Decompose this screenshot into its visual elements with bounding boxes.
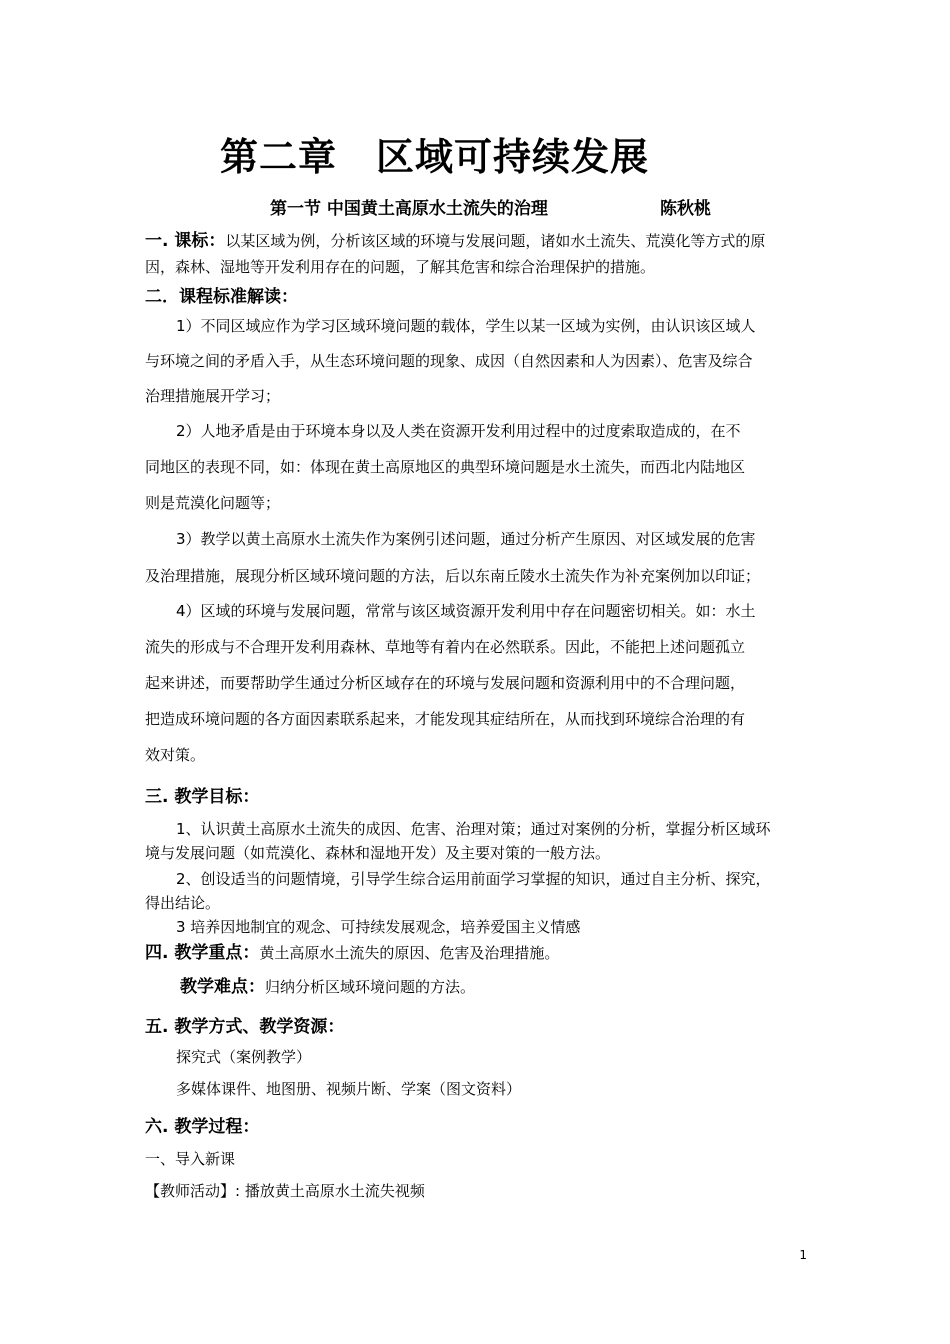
key-point-label: 四. 教学重点：	[145, 943, 260, 963]
section6-heading: 六. 教学过程：	[145, 1117, 260, 1137]
section3-heading: 三. 教学目标：	[145, 787, 260, 807]
interpretation-p2-line1: 2）人地矛盾是由于环境本身以及人类在资源开发利用过程中的过度索取造成的，在不	[176, 422, 741, 440]
curriculum-standard-label: 一. 课标：	[145, 231, 226, 251]
interpretation-p3-line1: 3）教学以黄土高原水土流失作为案例引述问题，通过分析产生原因、对区域发展的危害	[176, 530, 756, 548]
curriculum-standard-line2: 因，森林、湿地等开发利用存在的问题，了解其危害和综合治理保护的措施。	[145, 258, 656, 276]
chapter-title: 第二章 区域可持续发展	[220, 134, 650, 179]
goal2-line2: 得出结论。	[145, 894, 221, 912]
difficult-point-label: 教学难点：	[180, 977, 265, 997]
section-title: 第一节 中国黄土高原水土流失的治理	[270, 199, 548, 219]
interpretation-p4-line4: 把造成环境问题的各方面因素联系起来，才能发现其症结所在，从而找到环境综合治理的有	[145, 710, 746, 728]
goal2-line1: 2、创设适当的问题情境，引导学生综合运用前面学习掌握的知识，通过自主分析、探究，	[176, 870, 771, 888]
goal3: 3 培养因地制宜的观念、可持续发展观念，培养爱国主义情感	[176, 918, 581, 936]
interpretation-p2-line2: 同地区的表现不同，如：体现在黄土高原地区的典型环境问题是水土流失，而西北内陆地区	[145, 458, 746, 476]
teaching-method: 探究式（案例教学）	[176, 1048, 312, 1066]
interpretation-p3-line2: 及治理措施，展现分析区域环境问题的方法，后以东南丘陵水土流失作为补充案例加以印证；	[145, 567, 761, 585]
interpretation-p4-line3: 起来讲述，而要帮助学生通过分析区域存在的环境与发展问题和资源利用中的不合理问题，	[145, 674, 746, 692]
teacher-activity: 【教师活动】: 播放黄土高原水土流失视频	[145, 1182, 425, 1200]
goal1-line1: 1、认识黄土高原水土流失的成因、危害、治理对策；通过对案例的分析，掌握分析区域环	[176, 820, 771, 838]
process-step-intro: 一、导入新课	[145, 1150, 236, 1168]
goal1-line2: 境与发展问题（如荒漠化、森林和湿地开发）及主要对策的一般方法。	[145, 844, 611, 862]
interpretation-p1-line2: 与环境之间的矛盾入手，从生态环境问题的现象、成因（自然因素和人为因素）、危害及综合	[145, 352, 753, 370]
teaching-resources: 多媒体课件、地图册、视频片断、学案（图文资料）	[176, 1080, 522, 1098]
author-name: 陈秋桃	[660, 199, 711, 219]
difficult-point: 教学难点：归纳分析区域环境问题的方法。	[180, 977, 476, 997]
interpretation-p4-line5: 效对策。	[145, 746, 206, 764]
interpretation-p1-line1: 1）不同区域应作为学习区域环境问题的载体，学生以某一区域为实例，由认识该区域人	[176, 317, 756, 335]
interpretation-p1-line3: 治理措施展开学习；	[145, 387, 281, 405]
interpretation-p4-line2: 流失的形成与不合理开发利用森林、草地等有着内在必然联系。因此，不能把上述问题孤立	[145, 638, 746, 656]
interpretation-p2-line3: 则是荒漠化问题等；	[145, 494, 281, 512]
interpretation-p4-line1: 4）区域的环境与发展问题，常常与该区域资源开发利用中存在问题密切相关。如：水土	[176, 602, 756, 620]
key-point: 四. 教学重点：黄土高原水土流失的原因、危害及治理措施。	[145, 943, 560, 963]
page-number: 1	[799, 1248, 807, 1262]
section2-heading: 二．课程标准解读：	[145, 287, 298, 307]
section5-heading: 五. 教学方式、教学资源：	[145, 1017, 345, 1037]
curriculum-standard-line1: 一. 课标：以某区域为例，分析该区域的环境与发展问题，诸如水土流失、荒漠化等方式的原	[145, 231, 766, 251]
